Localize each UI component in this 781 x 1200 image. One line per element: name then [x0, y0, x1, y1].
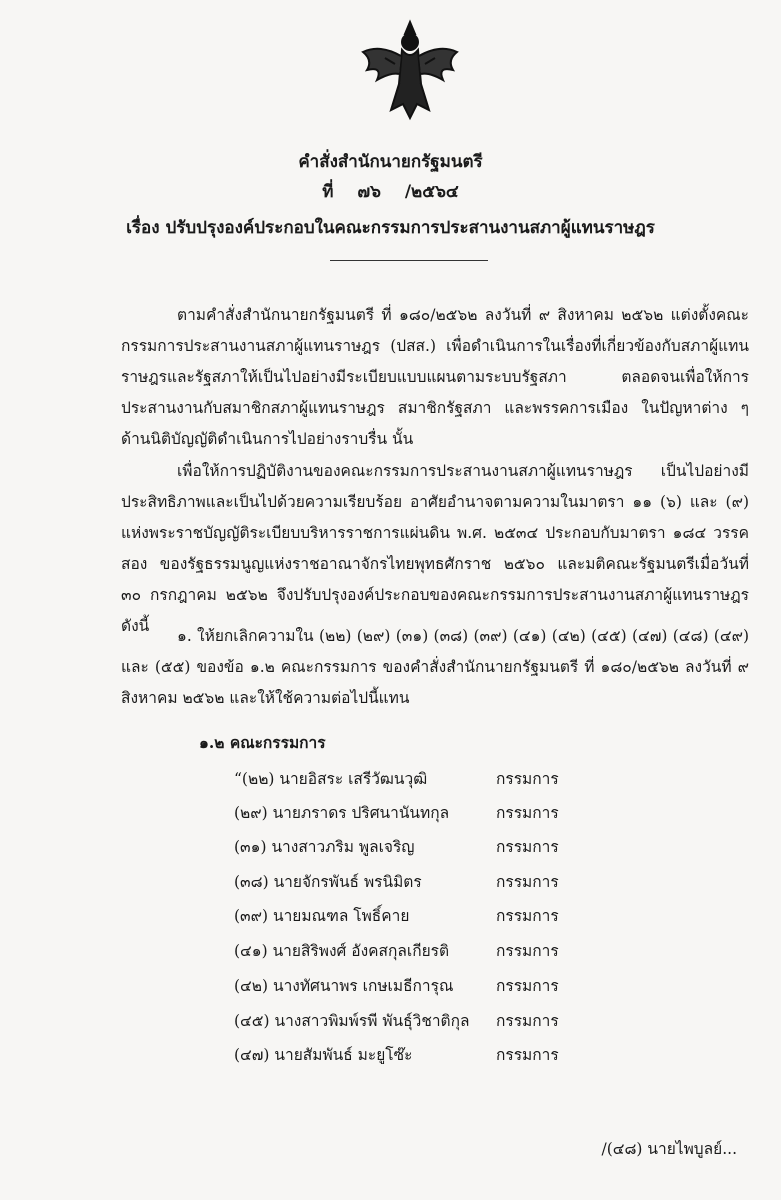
member-role: กรรมการ [496, 804, 559, 822]
member-role: กรรมการ [496, 1046, 559, 1064]
member-role: กรรมการ [496, 942, 559, 960]
paragraph-1 [121, 300, 749, 455]
member-role: กรรมการ [496, 873, 559, 891]
order-subject: เรื่อง ปรับปรุงองค์ประกอบในคณะกรรมการประสานงานสภาผู้แทนราษฎร [126, 218, 655, 238]
member-role: กรรมการ [496, 1012, 559, 1030]
member-role: กรรมการ [496, 907, 559, 925]
member-name: (๓๑) นางสาวภริม พูลเจริญ [234, 838, 415, 856]
order-title: คำสั่งสำนักนายกรัฐมนตรี [298, 152, 483, 172]
paragraph-3-text: ๑. ให้ยกเลิกความใน (๒๒) (๒๙) (๓๑) (๓๘) (๓๙) (๔๑) (๔๒) (๔๕) (๔๗) (๔๘) (๔๙) และ (๕๕) ของข้อ ๑.๒ คณะกรรมการ ของคำสั่งสำนักนายกรัฐมนตรี ที่ ๑๘๐/๒๕๖๒ ลงวันที่ ๙ สิงหาคม ๒๕๖๒ และให้ใช้ความต่อไปนี้แทน [121, 627, 749, 707]
member-name: “(๒๒) นายอิสระ เสรีวัฒนวุฒิ [234, 770, 428, 788]
member-name: (๓๘) นายจักรพันธ์ พรนิมิตร [234, 873, 422, 891]
garuda-emblem-icon [355, 14, 465, 124]
member-name: (๔๕) นางสาวพิมพ์รพี พันธุ์วิชาติกุล [234, 1012, 470, 1030]
member-role: กรรมการ [496, 770, 559, 788]
member-name: (๔๗) นายสัมพันธ์ มะยูโซ๊ะ [234, 1046, 413, 1064]
member-name: (๒๙) นายภราดร ปริศนานันทกุล [234, 804, 450, 822]
continuation-note: /(๔๘) นายไพบูลย์... [601, 1140, 737, 1158]
member-name: (๓๙) นายมณฑล โพธิ์คาย [234, 907, 410, 925]
paragraph-2-text: เพื่อให้การปฏิบัติงานของคณะกรรมการประสานงานสภาผู้แทนราษฎร เป็นไปอย่างมีประสิทธิภาพและเป็นไปด้วยความเรียบร้อย อาศัยอำนาจตามความในมาตรา ๑๑ (๖) และ (๙) แห่งพระราชบัญญัติระเบียบบริหารราชการแผ่นดิน พ.ศ. ๒๕๓๔ ประกอบกับมาตรา ๑๘๔ วรรคสอง ของรัฐธรรมนูญแห่งราชอาณาจักรไทยพุทธศักราช ๒๕๖๐ และมติคณะรัฐมนตรีเมื่อวันที่ ๓๐ กรกฎาคม ๒๕๖๒ จึงปรับปรุงองค์ประกอบของคณะกรรมการประสานงานสภาผู้แทนราษฎร ดังนี้ [121, 462, 749, 635]
paragraph-3 [121, 621, 749, 714]
paragraph-2 [121, 456, 749, 642]
paragraph-1-text: ตามคำสั่งสำนักนายกรัฐมนตรี ที่ ๑๘๐/๒๕๖๒ ลงวันที่ ๙ สิงหาคม ๒๕๖๒ แต่งตั้งคณะกรรมการประสานงานสภาผู้แทนราษฎร (ปสส.) เพื่อดำเนินการในเรื่องที่เกี่ยวข้องกับสภาผู้แทนราษฎรและรัฐสภาให้เป็นไปอย่างมีระเบียบแบบแผนตามระบบรัฐสภา ตลอดจนเพื่อให้การประสานงานกับสมาชิกสภาผู้แทนราษฎร สมาชิกรัฐสภา และพรรคการเมือง ในปัญหาต่าง ๆ ด้านนิติบัญญัติดำเนินการไปอย่างราบรื่น นั้น [121, 306, 749, 448]
member-name: (๔๑) นายสิริพงศ์ อังคสกุลเกียรติ [234, 942, 450, 960]
divider-line [330, 260, 488, 261]
member-name: (๔๒) นางทัศนาพร เกษเมธีการุณ [234, 977, 454, 995]
order-number: ที่ ๗๖ /๒๕๖๔ [322, 182, 459, 202]
section-heading: ๑.๒ คณะกรรมการ [199, 733, 326, 752]
member-role: กรรมการ [496, 977, 559, 995]
member-role: กรรมการ [496, 838, 559, 856]
